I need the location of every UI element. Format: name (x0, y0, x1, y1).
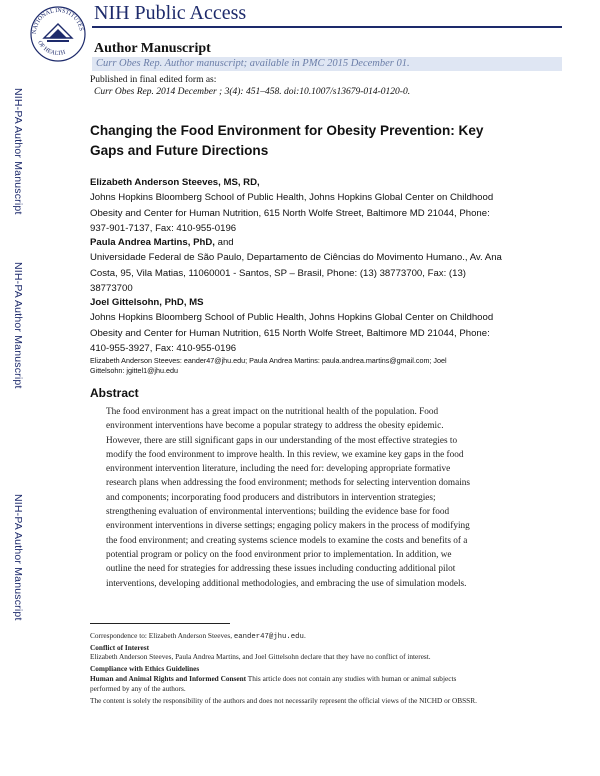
seal-text-top: NATIONAL INSTITUTES (31, 7, 84, 35)
citation-line: Curr Obes Rep. 2014 December ; 3(4): 451–458. doi:10.1007/s13679-014-0120-0. (94, 87, 411, 97)
title-line-2: Gaps and Future Directions (90, 143, 269, 158)
author-3-affiliation (90, 310, 560, 357)
author-2-suffix: and (214, 237, 234, 248)
author-emails (90, 356, 560, 376)
abstract-line: However, there are still significant gaps in our understanding of the most effective strategies to (106, 435, 458, 446)
correspondence-email: eander47@jhu.edu (233, 633, 304, 641)
abstract-line: environment interventions in diverse settings; engaging policy makers in the process of modifying (106, 521, 470, 532)
availability-note: Curr Obes Rep. Author manuscript; available in PMC 2015 December 01. (96, 58, 410, 69)
correspondence-note (90, 631, 560, 643)
author-1-affiliation (90, 190, 560, 237)
abstract-heading: Abstract (90, 386, 139, 400)
affil-line: 937-901-7137, Fax: 410-955-0196 (90, 223, 237, 234)
side-label-bottom: NIH-PA Author Manuscript (12, 494, 24, 621)
ethics-text-line2: performed by any of the authors. (90, 683, 186, 693)
abstract-line: The food environment has a great impact on the nutritional health of the population. Food (106, 407, 439, 417)
article-title (90, 121, 560, 161)
abstract-line: environment interventions have become a popular strategy to address the obesity epidemic. (106, 421, 444, 432)
affil-line: Obesity and Center for Human Nutrition, 615 North Wolfe Street, Baltimore MD 21044, Phone: (90, 327, 490, 339)
coi-heading: Conflict of Interest (90, 643, 150, 652)
abstract-line: interventions, developing additional methodologies, and embracing the use of simulation models. (106, 578, 467, 589)
abstract-line: environment intervention literature, including the need for: developing appropriate formative (106, 464, 451, 475)
correspondence-end: . (303, 631, 306, 640)
correspondence-label: Correspondence to: Elizabeth Anderson Steeves, (90, 631, 234, 640)
abstract-line: the food environment; and creating systems science models to examine the costs and benefits of a (106, 535, 468, 546)
affil-line: Costa, 95, Vila Matias, 11060001 - Santos, SP – Brasil, Phone: (13) 38773700, Fax: (13) (90, 267, 466, 279)
nih-seal-logo (28, 4, 88, 64)
published-as-label: Published in final edited form as: (90, 75, 217, 85)
author-name (90, 237, 234, 248)
author-3-name: Joel Gittelsohn, PhD, MS (90, 297, 204, 308)
author-2-name: Paula Andrea Martins, PhD, (90, 237, 215, 248)
affil-line: Johns Hopkins Bloomberg School of Public Health, Johns Hopkins Global Center on Childhood (90, 192, 494, 203)
emails-line: Elizabeth Anderson Steeves: eander47@jhu.edu; Paula Andrea Martins: paula.andrea.martins@gmail.com; Joel (90, 356, 447, 365)
ethics-text (90, 674, 560, 693)
abstract-line: strengthening evaluation of environmental interventions; building the evidence base for food (106, 507, 450, 518)
author-manuscript-label: Author Manuscript (94, 41, 211, 56)
ethics-heading: Compliance with Ethics Guidelines (90, 664, 200, 673)
abstract-line: modify the food environment to improve health. In this review, we examine key gaps in the food (106, 449, 464, 460)
nih-public-access-title: NIH Public Access (94, 2, 247, 24)
abstract-line: and components; incorporating food producers and distributors in intervention strategies; (106, 492, 436, 503)
author-name (90, 177, 260, 188)
author-2-affiliation (90, 250, 560, 297)
affil-line: Johns Hopkins Bloomberg School of Public Health, Johns Hopkins Global Center on Childhood (90, 312, 494, 323)
abstract-line: research plans when addressing the food environment; methods for selecting intervention domains (106, 478, 470, 489)
affil-line: 410-955-3927, Fax: 410-955-0196 (90, 343, 237, 354)
affil-line: Obesity and Center for Human Nutrition, 615 North Wolfe Street, Baltimore MD 21044, Phone: (90, 207, 490, 219)
title-line-1: Changing the Food Environment for Obesity Prevention: Key (90, 123, 484, 138)
abstract-line: potential program or policy on the food environment prior to implementation. In addition, we (106, 549, 452, 560)
affil-line: Universidade Federal de São Paulo, Departamento de Ciências do Movimento Humano., Av. Ana (90, 252, 502, 263)
ethics-text-line1: This article does not contain any studies with human or animal subjects (246, 674, 457, 683)
affil-line: 38773700 (90, 283, 133, 294)
header-rule (92, 26, 562, 28)
abstract-body (106, 405, 518, 591)
disclaimer: The content is solely the responsibility of the authors and does not necessarily represent the official views of the NICHD or OBSSR. (90, 696, 477, 705)
author-1-name: Elizabeth Anderson Steeves, MS, RD, (90, 177, 260, 188)
side-label-top: NIH-PA Author Manuscript (12, 88, 24, 215)
abstract-line: outline the need for strategies for addressing these issues including conducting additional pilot (106, 564, 456, 575)
footnote-rule (90, 623, 230, 624)
author-name (90, 297, 204, 308)
side-label-middle: NIH-PA Author Manuscript (12, 262, 24, 389)
coi-text: Elizabeth Anderson Steeves, Paula Andrea Martins, and Joel Gittelsohn declare that they have no conflict of interest. (90, 652, 431, 661)
emails-line: Gittelsohn: jgittel1@jhu.edu (90, 366, 179, 375)
seal-text-bottom: OF HEALTH (36, 40, 67, 57)
ethics-bold-label: Human and Animal Rights and Informed Consent (90, 674, 247, 683)
